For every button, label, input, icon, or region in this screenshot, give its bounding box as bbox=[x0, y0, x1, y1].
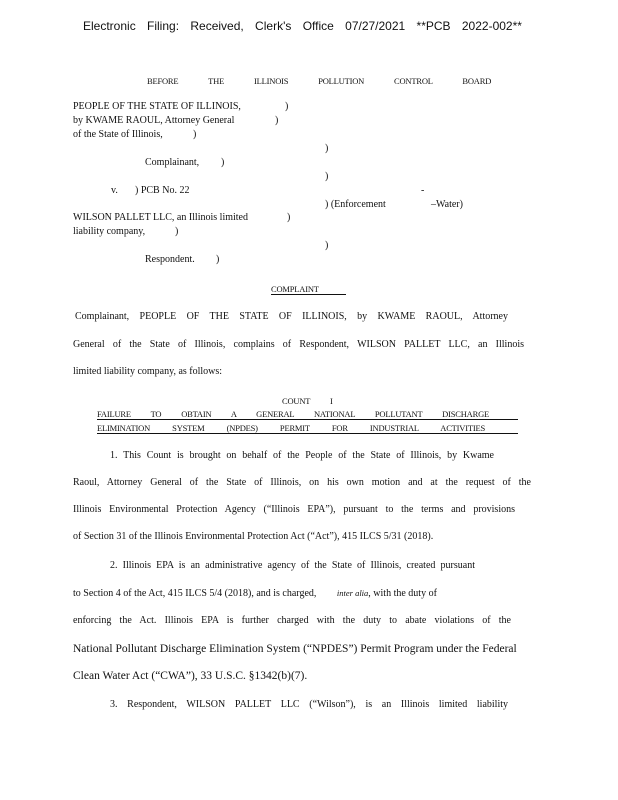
paragraph-2-line2-end: , with the duty of bbox=[368, 588, 437, 599]
paragraph-2-line2 bbox=[73, 587, 437, 600]
caption-paren: ) bbox=[216, 254, 220, 265]
paragraph-2-line2-start: to Section 4 of the Act, 415 ILCS 5/4 (2018), and is charged, bbox=[73, 588, 317, 599]
caption-complainant: Complainant, bbox=[145, 157, 200, 168]
caption-paren: ) bbox=[325, 171, 329, 182]
caption-paren: ) bbox=[285, 101, 289, 112]
caption-versus: v. bbox=[111, 185, 118, 196]
caption-defendant-line2: liability company, bbox=[73, 226, 146, 237]
caption-plaintiff-line3: of the State of Illinois, bbox=[73, 129, 163, 140]
paragraph-1-line3: Illinois Environmental Protection Agency (“Illinois EPA”), pursuant to the terms and provisions bbox=[73, 504, 515, 515]
caption-pcb-number: ) PCB No. 22 bbox=[135, 185, 190, 196]
paragraph-1-line4: of Section 31 of the Illinois Environmental Protection Act (“Act”), 415 ILCS 5/31 (2018). bbox=[73, 531, 434, 542]
caption-paren: ) bbox=[325, 240, 329, 251]
caption-plaintiff-line2: by KWAME RAOUL, Attorney General bbox=[73, 115, 235, 126]
paragraph-2-line1: 2. Illinois EPA is an administrative agency of the State of Illinois, created pursuant bbox=[110, 560, 475, 571]
complaint-title: COMPLAINT bbox=[271, 284, 319, 294]
count-heading-line1: FAILURE TO OBTAIN A GENERAL NATIONAL POLLUTANT DISCHARGE bbox=[97, 409, 489, 419]
caption-paren: ) bbox=[275, 115, 279, 126]
paragraph-2-line5: Clean Water Act (“CWA”), 33 U.S.C. §1342(b)(7). bbox=[73, 670, 308, 682]
paragraph-2-line3: enforcing the Act. Illinois EPA is further charged with the duty to abate violations of the bbox=[73, 615, 511, 626]
paragraph-1-line1: 1. This Count is brought on behalf of the People of the State of Illinois, by Kwame bbox=[110, 450, 494, 461]
paragraph-3-line1: 3. Respondent, WILSON PALLET LLC (“Wilson”), is an Illinois limited liability bbox=[110, 699, 508, 710]
caption-enforcement: ) (Enforcement bbox=[325, 199, 386, 210]
caption-paren: ) bbox=[325, 143, 329, 154]
caption-defendant-line1: WILSON PALLET LLC, an Illinois limited bbox=[73, 212, 248, 223]
caption-paren: ) bbox=[287, 212, 291, 223]
caption-paren: ) bbox=[175, 226, 179, 237]
caption-paren: ) bbox=[193, 129, 197, 140]
paragraph-2-line4: National Pollutant Discharge Elimination System (“NPDES”) Permit Program under the Federal bbox=[73, 643, 517, 655]
electronic-filing-header: Electronic Filing: Received, Clerk's Office 07/27/2021 **PCB 2022-002** bbox=[83, 19, 522, 33]
paragraph-1-line2: Raoul, Attorney General of the State of Illinois, on his own motion and at the request of the bbox=[73, 477, 531, 488]
caption-dash: - bbox=[421, 185, 425, 196]
intro-line1: Complainant, PEOPLE OF THE STATE OF ILLINOIS, by KWAME RAOUL, Attorney bbox=[75, 311, 508, 322]
intro-line3: limited liability company, as follows: bbox=[73, 366, 223, 377]
count-heading-underline-1 bbox=[97, 419, 518, 420]
caption-respondent: Respondent. bbox=[145, 254, 195, 265]
count-label: COUNT I bbox=[282, 396, 333, 406]
paragraph-2-line2-italic: inter alia bbox=[336, 588, 369, 598]
caption-plaintiff-line1: PEOPLE OF THE STATE OF ILLINOIS, bbox=[73, 101, 241, 112]
count-heading-line2: ELIMINATION SYSTEM (NPDES) PERMIT FOR INDUSTRIAL ACTIVITIES bbox=[97, 423, 485, 433]
board-heading: BEFORE THE ILLINOIS POLLUTION CONTROL BOARD bbox=[147, 76, 492, 86]
count-heading-underline-2 bbox=[97, 433, 518, 434]
intro-line2: General of the State of Illinois, complains of Respondent, WILSON PALLET LLC, an Illinois bbox=[73, 339, 524, 350]
caption-water: –Water) bbox=[431, 199, 463, 210]
caption-paren: ) bbox=[221, 157, 225, 168]
complaint-title-underline bbox=[271, 294, 346, 295]
